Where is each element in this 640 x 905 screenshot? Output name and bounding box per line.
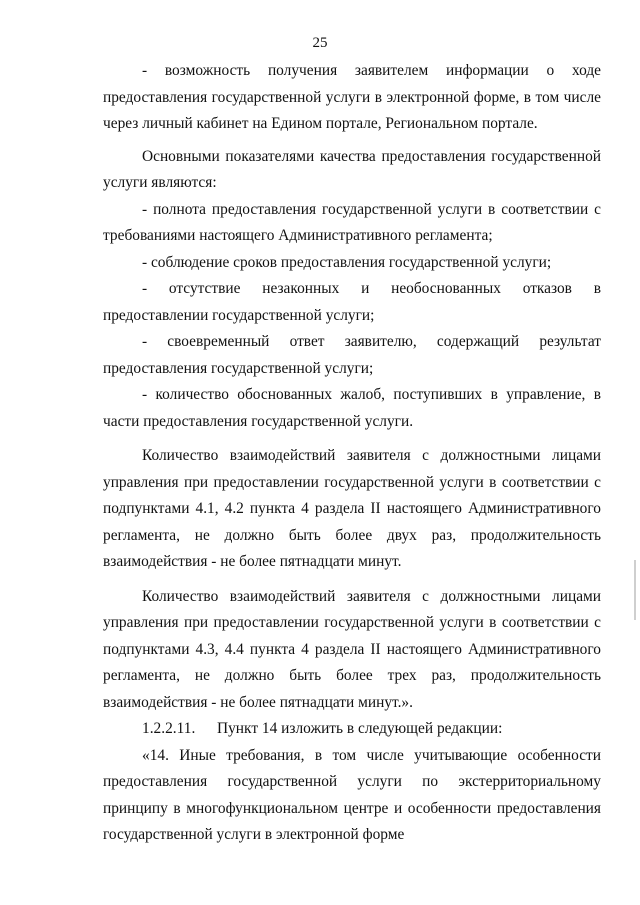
paragraph-no-refusals: - отсутствие незаконных и необоснованных отказов в предоставлении государственной услуги; [103,280,601,324]
paragraph-completeness: - полнота предоставления государственной услуги в соответствии с требованиями настоящего Административного регламента; [103,200,601,244]
paragraph-item-14: «14. Иные требования, в том числе учитывающие особенности предоставления государственной услуги по экстерриториальному принципу в многофункциональном центре и особенности предоставления государственной услуги в электронной форме [103,746,601,843]
paragraph-deadlines: - соблюдение сроков предоставления государственной услуги; [142,253,552,271]
clause-text: Пункт 14 изложить в следующей редакции: [217,720,503,737]
paragraph-timely-response: - своевременный ответ заявителю, содержащий результат предоставления государственной услуги; [103,333,601,377]
paragraph-interactions-two: Количество взаимодействий заявителя с должностными лицами управления при предоставлении государственной услуги в соответствии с подпунктами 4.1, 4.2 пункта 4 раздела II настоящего Административного регламента, не должно быть более двух раз, продолжительность взаимодействия - не более пятнадцати минут. [103,447,601,570]
paragraph-complaints: - количество обоснованных жалоб, поступивших в управление, в части предоставления государственной услуги. [103,386,601,430]
clause-line [103,716,601,743]
document-body [103,58,601,849]
paragraph-quality-indicators: Основными показателями качества предоставления государственной услуги являются: [103,147,601,191]
clause-number: 1.2.2.11. [142,720,196,737]
paragraph-status-tracking: - возможность получения заявителем информации о ходе предоставления государственной услуги в электронной форме, в том числе через личный кабинет на Едином портале, Региональном портале. [103,62,601,132]
paragraph-interactions-three: Количество взаимодействий заявителя с должностными лицами управления при предоставлении государственной услуги в соответствии с подпунктами 4.3, 4.4 пункта 4 раздела II настоящего Административного регламента, не должно быть более трех раз, продолжительность взаимодействия - не более пятнадцати минут.». [103,587,601,711]
scan-edge-mark [634,560,636,620]
page-number: 25 [312,35,328,51]
